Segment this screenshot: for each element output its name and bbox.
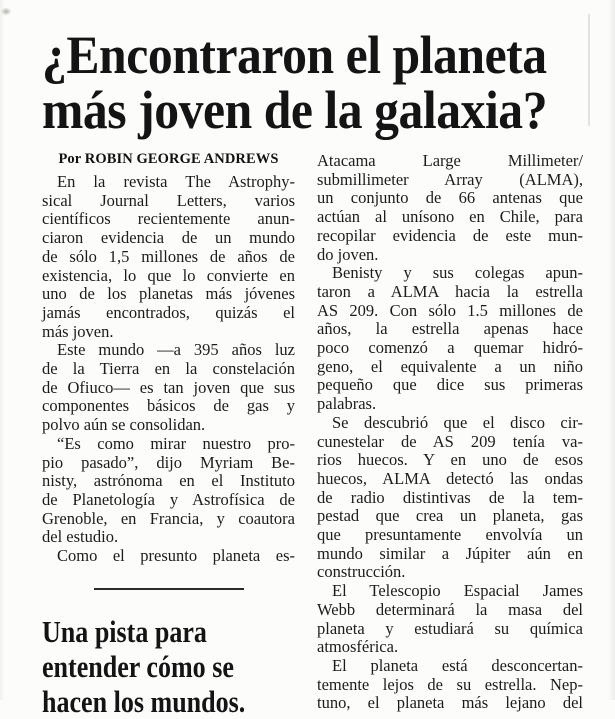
- text-line: actúan al unísono en Chile, para: [317, 207, 583, 227]
- text-line: de Ofiuco— es tan joven que sus: [42, 377, 295, 397]
- text-line: años, la estrella apenas hace: [317, 319, 583, 339]
- text-line: componentes básicos de gas y: [42, 396, 295, 416]
- headline-line: más joven de la galaxia?: [42, 80, 548, 140]
- paragraph: [317, 264, 583, 414]
- subhead-line: hacen los mundos.: [42, 683, 246, 719]
- text-line: pestad que crea un planeta, gas: [317, 506, 583, 526]
- section-divider: [94, 588, 244, 590]
- text-line: de la Tierra en la constelación: [42, 359, 295, 379]
- text-line: temente lejos de su estrella. Nep-: [317, 674, 583, 694]
- text-line: El Telescopio Espacial James: [332, 581, 583, 601]
- text-line: un conjunto de 66 antenas que: [317, 188, 583, 208]
- text-line: más joven.: [42, 321, 114, 341]
- text-line: poco comenzó a quemar hidró-: [317, 338, 583, 358]
- text-line: nisty, astrónoma en el Instituto: [42, 471, 295, 491]
- section-subhead: [42, 614, 255, 719]
- text-line: geno, el equivalente a un niño: [317, 356, 583, 376]
- text-line: Atacama Large Millimeter/: [317, 151, 583, 170]
- text-line: jamás encontrados, quizás el: [42, 302, 295, 322]
- text-line: Se descubrió que el disco cir-: [332, 412, 583, 432]
- text-line: tuno, el planeta más lejano del: [317, 693, 583, 713]
- text-line: pequeño que dice sus primeras: [317, 375, 583, 395]
- text-line: científicos recientemente anun-: [42, 209, 295, 229]
- text-line: El planeta está desconcertan-: [332, 655, 583, 675]
- text-line: de radio distintivas de la tem-: [317, 487, 583, 507]
- subhead-line: Una pista para: [42, 613, 207, 649]
- paragraph: [317, 657, 583, 713]
- column-right-body: [317, 152, 583, 713]
- text-line: sical Journal Letters, varios: [42, 190, 295, 210]
- headline-line: ¿Encontraron el planeta: [42, 25, 547, 85]
- text-line: construcción.: [317, 562, 406, 582]
- text-line: planeta y estudiará su química: [317, 618, 583, 638]
- article-column-right: [317, 152, 583, 713]
- paragraph: [42, 435, 295, 547]
- text-line: atmosférica.: [317, 637, 399, 657]
- text-line: Como el presunto planeta es-: [57, 546, 295, 566]
- article-byline: Por ROBIN GEORGE ANDREWS: [58, 151, 279, 167]
- paragraph: [317, 582, 583, 657]
- text-line: AS 209. Con sólo 1.5 millones de: [317, 300, 583, 320]
- text-line: do joven.: [317, 244, 379, 264]
- article-column-left: [42, 151, 295, 719]
- text-line: de sólo 1,5 millones de años de: [42, 246, 295, 266]
- text-line: polvo aún se consolidan.: [42, 415, 206, 435]
- text-line: huecos, ALMA detectó las ondas: [317, 468, 583, 488]
- text-line: mundo similar a Júpiter aún en: [317, 543, 583, 563]
- scan-edge-shade-left: [0, 0, 5, 700]
- text-line: uno de los planetas más jóvenes: [42, 284, 295, 304]
- text-line: En la revista The Astrophy-: [57, 172, 295, 191]
- text-line: existencia, lo que lo convierte en: [42, 265, 295, 285]
- text-line: Benisty y sus colegas apun-: [332, 263, 583, 283]
- paragraph: [42, 173, 295, 341]
- text-line: Webb determinará la masa del: [317, 599, 583, 619]
- text-line: pio pasado”, dijo Myriam Be-: [42, 452, 295, 472]
- paragraph: [42, 341, 295, 435]
- text-line: que presuntamente envolvía un: [317, 525, 583, 545]
- scan-edge-line: [588, 14, 590, 126]
- text-line: Grenoble, en Francia, y coautora: [42, 508, 295, 528]
- article-headline: [42, 25, 557, 140]
- text-line: Este mundo —a 395 años luz: [57, 340, 295, 360]
- subhead-line: entender cómo se: [42, 648, 234, 684]
- text-line: recopilar evidencia de este mun-: [317, 225, 583, 245]
- text-line: de Planetología y Astrofísica de: [42, 489, 295, 509]
- text-line: taron a ALMA hacia la estrella: [317, 281, 583, 301]
- text-line: submillimeter Array (ALMA),: [317, 169, 583, 189]
- text-line: cunestelar de AS 209 tenía va-: [317, 431, 583, 451]
- paragraph: [42, 547, 295, 566]
- text-line: “Es como mirar nuestro pro-: [57, 433, 295, 453]
- scan-edge-shade-right: [608, 0, 615, 700]
- paragraph: [317, 152, 583, 264]
- text-line: palabras.: [317, 394, 377, 414]
- text-line: ciaron evidencia de un mundo: [42, 228, 295, 248]
- text-line: rios huecos. Y en uno de esos: [317, 450, 583, 470]
- column-left-body: [42, 173, 295, 719]
- paragraph: [317, 414, 583, 582]
- text-line: del estudio.: [42, 527, 119, 547]
